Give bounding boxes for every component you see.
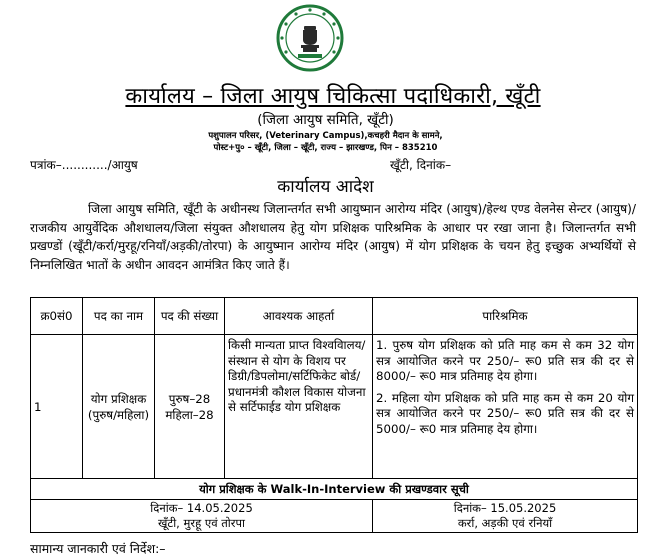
cell-serial: 1 <box>31 335 83 479</box>
walkin-title: योग प्रशिक्षक के Walk-In-Interview की प्रखण्डवार सूची <box>31 479 638 500</box>
header-qualification: आवश्यक आहर्ता <box>225 298 373 335</box>
cell-post-name: योग प्रशिक्षक (पुरुष/महिला) <box>83 335 155 479</box>
schedule-date-1: दिनांक– 14.05.2025 <box>150 501 253 515</box>
government-seal-emblem <box>276 4 344 72</box>
address-line-1: पशुपालन परिसर, (Veterinary Campus),कचहरी मैदान के सामने, <box>208 131 443 141</box>
vacancy-table <box>30 297 638 533</box>
letter-date: खूँटी, दिनांक– <box>390 158 452 172</box>
header-post-name: पद का नाम <box>83 298 155 335</box>
remuneration-male: 1. पुरुष योग प्रशिक्षक को प्रति माह कम से कम 32 योग सत्र आयोजित करने पर 250/– रू0 प्रति सत्र की दर से 8000/– रू0 मात्र प्रतिमाह देय होगा। <box>376 338 634 383</box>
schedule-blocks-2: कर्रा, अड़की एवं रनियाँ <box>457 516 553 530</box>
office-subtitle: (जिला आयुष समिति, खूँटी) <box>257 112 394 128</box>
header-post-count: पद की संख्या <box>155 298 225 335</box>
schedule-day-2 <box>373 500 638 533</box>
walkin-banner-row <box>31 479 638 500</box>
remuneration-female: 2. महिला योग प्रशिक्षक को प्रति माह कम से कम 20 योग सत्र आयोजित करने पर 250/– रू0 प्रति सत्र की दर से 5000/– रू0 मात्र प्रतिमाह देय होगा। <box>376 390 634 436</box>
table-header-row <box>31 298 638 335</box>
order-paragraph: जिला आयुष समिति, खूँटी के अधीनस्थ जिलान्तर्गत सभी आयुष्मान आरोग्य मंदिर (आयुष)/हेल्थ एण्ड वेलनेस सेन्टर (आयुष)/राजकीय आयुर्वेदिक औशधालय/जिला संयुक्त औशधालय हेतु योग प्रशिक्षक पारिश्रमिक के आधार पर रखा जाना है। जिलान्तर्गत सभी प्रखण्डों (खूँटी/कर्रा/मुरहू/रनियाँ/अड़की/तोरपा) के आयुष्मान आरोग्य मंदिर (आयुष) में योग प्रशिक्षक के चयन हेतु इच्छुक अभ्यर्थियों से निम्नलिखित भातों के अधीन आवदन आमंत्रित किए जाते हैं। <box>30 202 636 272</box>
cell-post-count: पुरुष–28 महिला–28 <box>155 335 225 479</box>
header-serial: क्र0सं0 <box>31 298 83 335</box>
letter-reference-number: पत्रांक–............/आयुष <box>30 158 138 172</box>
general-info-heading: सामान्य जानकारी एवं निर्देश:– <box>30 541 166 556</box>
cell-remuneration <box>373 335 638 479</box>
address-line-2: पोस्ट+पु० – खूँटी, जिला – खूँटी, राज्य – झारखण्ड, पिन – 835210 <box>213 143 438 153</box>
schedule-blocks-1: खूँटी, मुरहू एवं तोरपा <box>158 516 245 530</box>
office-title: कार्यालय – जिला आयुष चिकित्सा पदाधिकारी, खूँटी <box>125 84 541 109</box>
schedule-row <box>31 500 638 533</box>
table-row <box>31 335 638 479</box>
schedule-date-2: दिनांक– 15.05.2025 <box>453 501 557 515</box>
cell-qualification: किसी मान्यता प्राप्त विश्वविालय/संस्थान से योग के विशय पर डिग्री/डिपलोमा/सर्टिफिकेट बोर्ड/प्रधानमंत्री कौशल विकास योजना से सर्टिफाईड योग प्रशिक्षक <box>225 335 373 479</box>
order-heading: कार्यालय आदेश <box>277 177 374 197</box>
header-remuneration: पारिश्रमिक <box>373 298 638 335</box>
schedule-day-1 <box>31 500 373 533</box>
